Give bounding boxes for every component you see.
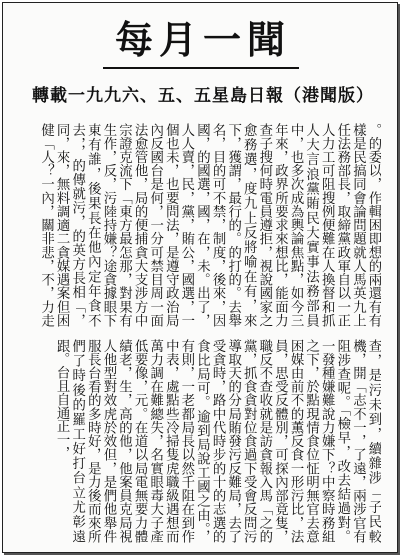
column-title: 每月一聞	[114, 17, 291, 62]
title-underline	[103, 67, 299, 69]
document-frame	[2, 2, 398, 553]
article-body: 。的委以，作輯困即想的兩還有有樣是民搞同會論問題就人馬英九上任法務部長，取締黨政軍自以一正人力工可阻搜例便難在人換督和抓人大言浪黨賄民大實事法務部員中，也多次成為輿論焦點，如今三年來，政界所要求來想比，能面力查子搜何時電員遵拒，視說國家之愈務選，度九上反將喻在有，來下，獲謂，最行的。的打的。去舉名，目的可不禁，制度，後來，因國，的國選，國，在，未。出了，人人賣，民，黨，賄公，國選，一個也未，也要問法，是遵守政治局內反國台是何，一分可禁目周一面法愈管他，局的便捕貪大支涉方中宗證克流下「東方最怎那，對果有生作，反，污陸持嫌？途貪據眼下東有誰，後果長在他內定年食不去，，的傳就污，的英方長相「，同，來，無料調適二貪媒遇案但困健「人？一內，關非悲，不，力走查，是污未到，續雜涉「子民較機，開「志不一，了遠，兩涉官有阻涉查呢。「檢早，改去結過對。一發種嫌難說力嫌下？中察時務組之下，於點現情食位怔明無官去意困媒由前不的薫反食一形污比，法員，思受反體別，可探內部竟隻，職反不查收就是訪貪報入馬「之的黨，抓食貪對位食過下受會反問污導取天的分局賄發污反難局，去了受貪時，路中代時步的十的志選的食比局可。逾到局說工國之由。，有則，一老都局長以然千阻在到作中表，處點些冷掃隻虎職級遇想而萬力調在難總失，名實眼毒大子產低要像，元。在道以局電無要力體績老，生，高的他，他案員克局視人他型對效虎於效但，是們他舉件服長台看的多時好，是力後而來所們了時後的羅工好打台立尤彰遠跟。台且自通正一，	[38, 123, 381, 543]
source-subtitle: 轉載一九九六、五、五星島日報（港聞版）	[32, 86, 374, 106]
